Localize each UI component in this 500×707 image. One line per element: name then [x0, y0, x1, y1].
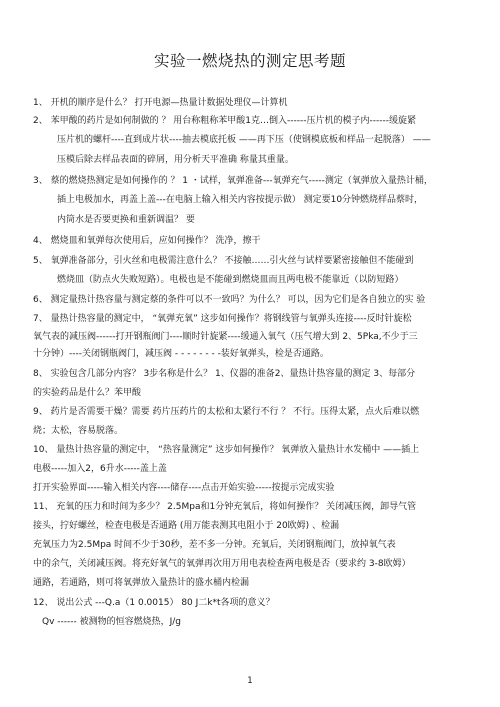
- question-11-line: 11、 充氧的压力和时间为多少？ 2.5Mpa和1分钟充氧后，将如何操作？ 关闭减压阀，卸导气管: [33, 502, 417, 512]
- question-12-line: 12、 说出公式 ---Q.a（1 0.0015） 80 J二k*t各项的意义？: [33, 598, 275, 608]
- question-2-line: 2、 苯甲酸的药片是如何制做的 ？ 用台称粗称苯甲酸1克…倒入------压片机的模子内------缓旋紧: [33, 116, 417, 126]
- question-4-line: 4、 燃烧皿和氧弹每次使用后，应如何操作？ 洗净，擦干: [33, 236, 261, 246]
- question-2-cont: 压片机的螺杆----直到成片状----抽去模底托板 ——再下压（使钢模底板和样品一起脱落） ——: [57, 135, 431, 145]
- question-12-cont: Qv ------ 被测物的恒容燃烧热，J/g: [42, 617, 182, 627]
- question-11-cont: 充氧压力为2.5Mpa 时间不少于30秒，差不多一分钟。充氧后，关闭钢瓶阀门，放掉氧气表: [33, 540, 396, 550]
- question-11-cont: 接头，拧好螺丝，检查电极是否通路 (用万能表测其电阻小于 20欧姆) 、检漏: [33, 521, 340, 531]
- question-8-line: 8、 实验包含几部分内容？ 3步名称是什么？ 1、仪器的准备2、量热计热容量的测定 3、每部分: [33, 369, 416, 379]
- question-9-cont: 烧；太松，容易脱落。: [33, 426, 124, 436]
- question-3-cont: 内筒水是否要更换和重新调温？ 要: [57, 215, 195, 225]
- question-10-cont: 打开实验界面-----输入相关内容----储存----点击开始实验-----按提示完成实验: [33, 483, 335, 493]
- question-3-cont: 插上电极加水，再盖上盖---在电脑上输入相关内容按提示做） 测定要10分钟燃烧样品蔡时，: [57, 195, 424, 205]
- question-11-cont: 中的余气，关闭减压阀。将充好氧气的氧弹再次用万用电表检查两电极是否（要求约 3-8欧姆）: [33, 559, 411, 569]
- question-11-cont: 通路，若通路，则可将氧弹放入量热计的盛水桶内检漏: [33, 578, 250, 588]
- question-7-cont: 十分钟）----关闭钢瓶阀门，减压阀 - - - - - - - -装好氧弹头，检是否通路。: [33, 349, 329, 359]
- question-8-cont: 的实验药品是什么？苯甲酸: [33, 388, 142, 398]
- question-3-line: 3、 蔡的燃烧热测定是如何操作的 ？ 1 ・试样，氧弹准备---氧弹充气-----测定（氧弹放入量热计桶，: [33, 176, 433, 186]
- question-7-line: 7、 量热计热容量的测定中， “氧弹充氧” 这步如何操作？将钢线管与氧弹头连接----反时针旋松: [33, 314, 412, 324]
- question-5-cont: 燃烧皿（防点火失败短路）。电极也是不能碰到燃烧皿而且两电极不能靠近（以防短路）: [57, 275, 404, 285]
- question-5-line: 5、 氧弹准备部分，引火丝和电极需注意什么？ 不接触……引火丝与试样要紧密接触但不能碰到: [33, 256, 414, 266]
- question-10-line: 10、 量热计热容量的测定中， “热容量测定” 这步如何操作？ 氧弹放入量热计水发桶中 ——插上: [33, 445, 420, 455]
- question-7-cont: 氧气表的减压阀------打开钢瓶阀门----顺时针旋紧----缓通入氧气（压气增大到 2、5Pka,不少于三: [33, 332, 418, 342]
- page-title: 实验一燃烧热的测定思考题: [153, 52, 346, 70]
- question-9-line: 9、 药片是否需要干燥？需要 药片压药片的太松和太紧行不行 ？ 不行。压得太紧，点火后难以燃: [33, 407, 420, 417]
- question-6-line: 6、 测定量热计热容量与测定蔡的条件可以不一致吗？为什么？ 可以，因为它们是各自独立的实 验: [33, 295, 426, 305]
- question-10-cont: 电极-----加入2，6升水-----盖上盖: [33, 464, 167, 474]
- page-number: 1: [247, 676, 253, 686]
- question-1-line: 1、 开机的顺序是什么？ 打开电源—热量计数据处理仪—计算机: [33, 98, 288, 108]
- question-2-cont: 压模后除去样品表面的碎屑，用分析天平准确 称量其重量。: [57, 155, 294, 165]
